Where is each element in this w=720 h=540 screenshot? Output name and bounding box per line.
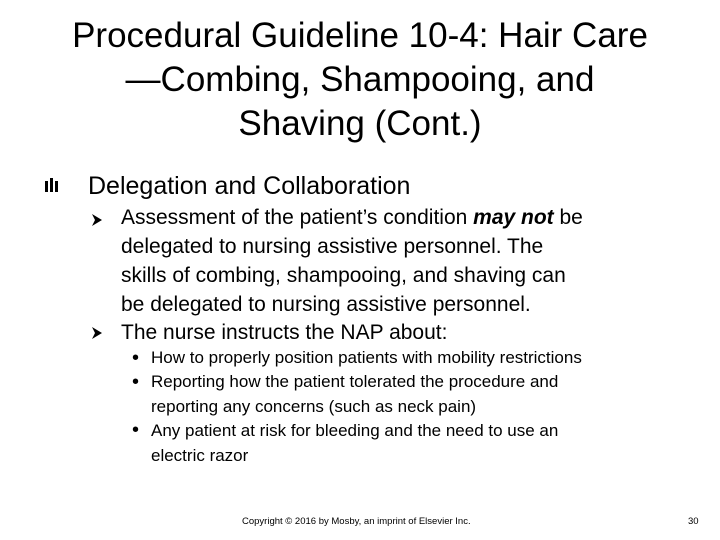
heading-text: Delegation and Collaboration xyxy=(88,172,411,200)
emphasis-may-not: may not xyxy=(473,206,554,229)
assessment-line-3: skills of combing, shampooing, and shaving can xyxy=(121,264,566,287)
title-line-3: Shaving (Cont.) xyxy=(238,104,482,143)
dot-bullet-icon: • xyxy=(132,419,140,441)
arrow-bullet-icon xyxy=(91,213,103,227)
title-line-1: Procedural Guideline 10-4: Hair Care xyxy=(72,16,648,55)
sub-item-2-line-1: Reporting how the patient tolerated the procedure and xyxy=(151,372,559,391)
title-line-2: —Combing, Shampooing, and xyxy=(125,60,595,99)
copyright-footer: Copyright © 2016 by Mosby, an imprint of Elsevier Inc. xyxy=(242,516,471,527)
arrow-bullet-icon xyxy=(91,326,103,340)
page-number: 30 xyxy=(688,516,699,527)
dot-bullet-icon: • xyxy=(132,347,140,369)
slide-title xyxy=(40,14,680,146)
assessment-line-4: be delegated to nursing assistive personnel. xyxy=(121,293,531,316)
sub-item-2-line-2: reporting any concerns (such as neck pain) xyxy=(151,397,477,416)
assessment-line-1: Assessment of the patient’s condition may not be xyxy=(121,206,583,229)
sub-item-3-line-2: electric razor xyxy=(151,446,249,465)
nurse-instructs-text: The nurse instructs the NAP about: xyxy=(121,321,448,344)
dot-bullet-icon: • xyxy=(132,371,140,393)
sub-item-3-line-1: Any patient at risk for bleeding and the need to use an xyxy=(151,421,559,440)
sub-item-1-line-1: How to properly position patients with mobility restrictions xyxy=(151,348,582,367)
bullet-icon xyxy=(44,177,62,195)
assessment-line-2: delegated to nursing assistive personnel. The xyxy=(121,235,544,258)
